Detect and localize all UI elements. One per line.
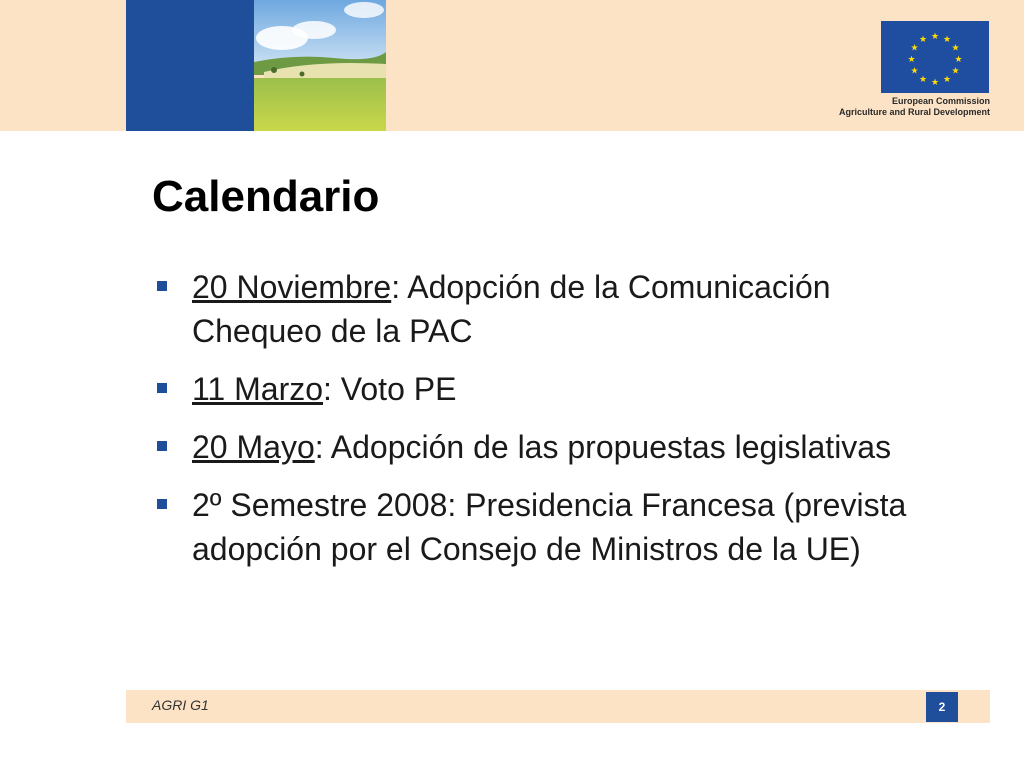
bullet-text: : Adopción de la Comunicación Chequeo de la PAC xyxy=(192,269,831,349)
svg-text:★: ★ xyxy=(918,35,928,45)
page-number: 2 xyxy=(926,692,958,722)
svg-text:★: ★ xyxy=(951,43,960,54)
organization-name xyxy=(839,96,990,118)
bullet-item xyxy=(154,425,954,469)
svg-text:★: ★ xyxy=(907,55,916,65)
svg-text:★: ★ xyxy=(954,55,963,65)
bullet-text: : Voto PE xyxy=(323,371,457,407)
header-blue-block xyxy=(126,0,254,131)
svg-text:★: ★ xyxy=(930,32,940,42)
square-bullet-icon xyxy=(157,281,167,291)
bullet-list xyxy=(154,265,954,585)
bullet-date: 11 Marzo xyxy=(192,371,324,407)
bullet-date: 20 Noviembre xyxy=(192,269,392,305)
svg-text:★: ★ xyxy=(942,75,952,85)
square-bullet-icon xyxy=(157,383,167,393)
header-band xyxy=(0,0,1024,131)
bullet-item xyxy=(154,367,954,411)
landscape-image xyxy=(254,0,386,131)
square-bullet-icon xyxy=(157,441,167,451)
svg-text:★: ★ xyxy=(910,43,919,54)
bullet-date: 20 Mayo xyxy=(192,429,315,465)
organization-line-2: Agriculture and Rural Development xyxy=(838,107,990,117)
svg-text:★: ★ xyxy=(942,35,952,45)
bullet-item xyxy=(154,265,954,353)
bullet-item xyxy=(154,483,954,571)
svg-text:★: ★ xyxy=(930,78,940,88)
bullet-text: : Adopción de las propuestas legislativas xyxy=(314,429,892,465)
eu-flag-logo xyxy=(881,21,989,93)
svg-text:★: ★ xyxy=(951,66,960,77)
square-bullet-icon xyxy=(157,499,167,509)
footer-label: AGRI G1 xyxy=(152,697,209,713)
svg-text:★: ★ xyxy=(910,66,919,77)
svg-text:★: ★ xyxy=(918,75,928,85)
bullet-text: 2º Semestre 2008: Presidencia Francesa (prevista adopción por el Consejo de Ministros de la UE) xyxy=(192,487,907,567)
slide-title: Calendario xyxy=(152,172,380,221)
footer-band xyxy=(126,690,990,723)
organization-line-1: European Commission xyxy=(891,96,990,106)
